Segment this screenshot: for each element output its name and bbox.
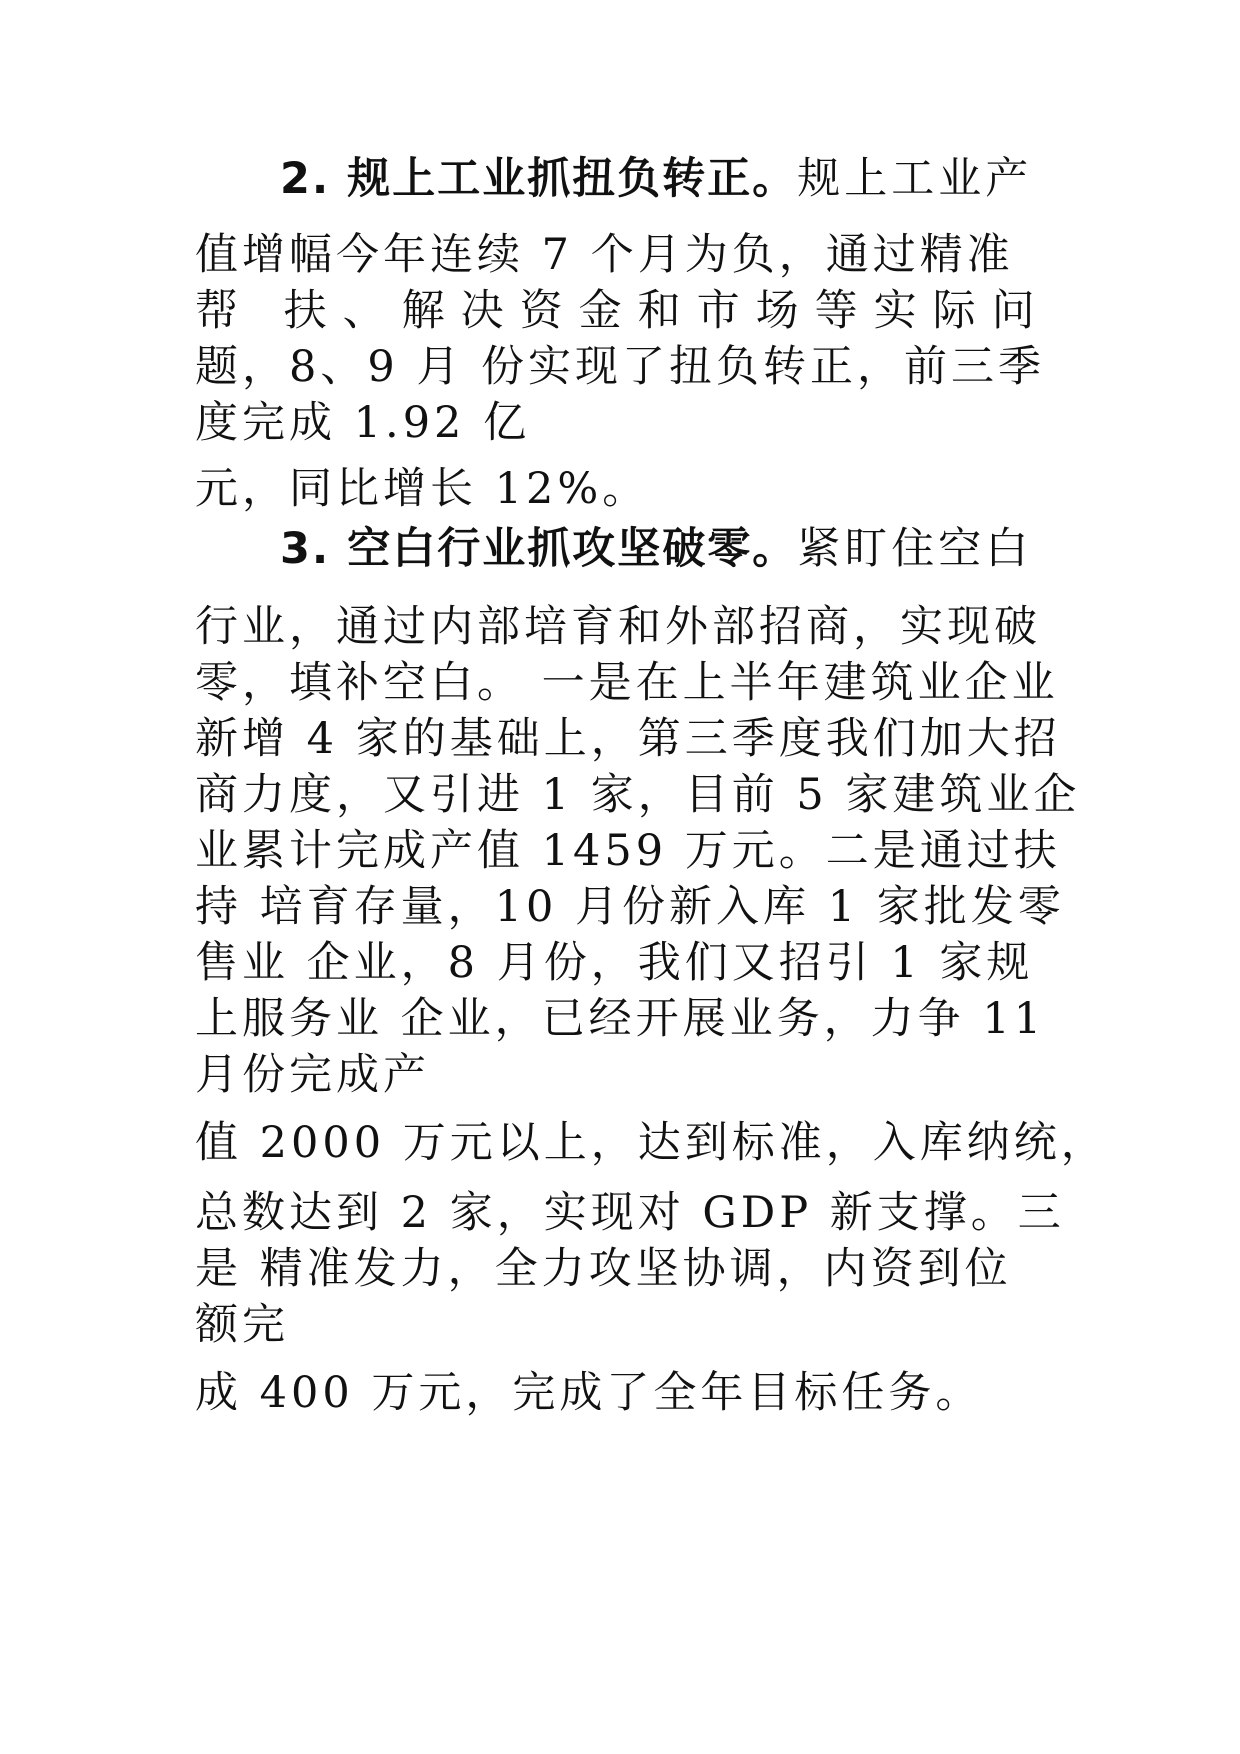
section3-line-3: 新增 4 家的基础上，第三季度我们加大招 bbox=[195, 714, 1061, 764]
section2-line-5: 元，同比增长 12%。 bbox=[195, 464, 650, 514]
section3-line-6: 持 培育存量，10 月份新入库 1 家批发零 bbox=[195, 882, 1065, 932]
section3-heading-line bbox=[280, 524, 1160, 574]
section3-line-14: 成 400 万元，完成了全年目标任务。 bbox=[195, 1368, 983, 1418]
section2-line-2: 帮 扶、解决资金和市场等实际问 bbox=[195, 286, 1051, 336]
section3-line-1: 行业，通过内部培育和外部招商，实现破 bbox=[195, 602, 1041, 652]
section3-lead: 紧盯住空白 bbox=[797, 524, 1033, 574]
section3-line-8: 上服务业 企业，已经开展业务，力争 11 bbox=[195, 994, 1046, 1044]
section2-heading-line bbox=[280, 154, 1160, 204]
section3-line-9: 月份完成产 bbox=[195, 1050, 430, 1100]
section3-line-11: 总数达到 2 家，实现对 GDP 新支撑。三 bbox=[195, 1188, 1065, 1238]
section2-line-3: 题，8、9 月 份实现了扭负转正，前三季 bbox=[195, 342, 1046, 392]
section3-line-5: 业累计完成产值 1459 万元。二是通过扶 bbox=[195, 826, 1061, 876]
section3-line-4: 商力度，又引进 1 家，目前 5 家建筑业企 bbox=[195, 770, 1081, 820]
section2-line-4: 度完成 1.92 亿 bbox=[195, 398, 531, 448]
section3-heading: 3. 空白行业抓攻坚破零。 bbox=[280, 524, 798, 574]
section3-line-7: 售业 企业，8 月份，我们又招引 1 家规 bbox=[195, 938, 1034, 988]
section2-line-1: 值增幅今年连续 7 个月为负，通过精准 bbox=[195, 230, 1014, 280]
section3-line-10: 值 2000 万元以上，达到标准，入库纳统， bbox=[195, 1118, 1108, 1168]
section2-lead: 规上工业产 bbox=[797, 154, 1033, 204]
section3-line-2: 零，填补空白。 一是在上半年建筑业企业 bbox=[195, 658, 1059, 708]
section3-line-13: 额完 bbox=[195, 1300, 289, 1350]
section2-heading: 2. 规上工业抓扭负转正。 bbox=[280, 154, 798, 204]
section3-line-12: 是 精准发力，全力攻坚协调，内资到位 bbox=[195, 1244, 1012, 1294]
